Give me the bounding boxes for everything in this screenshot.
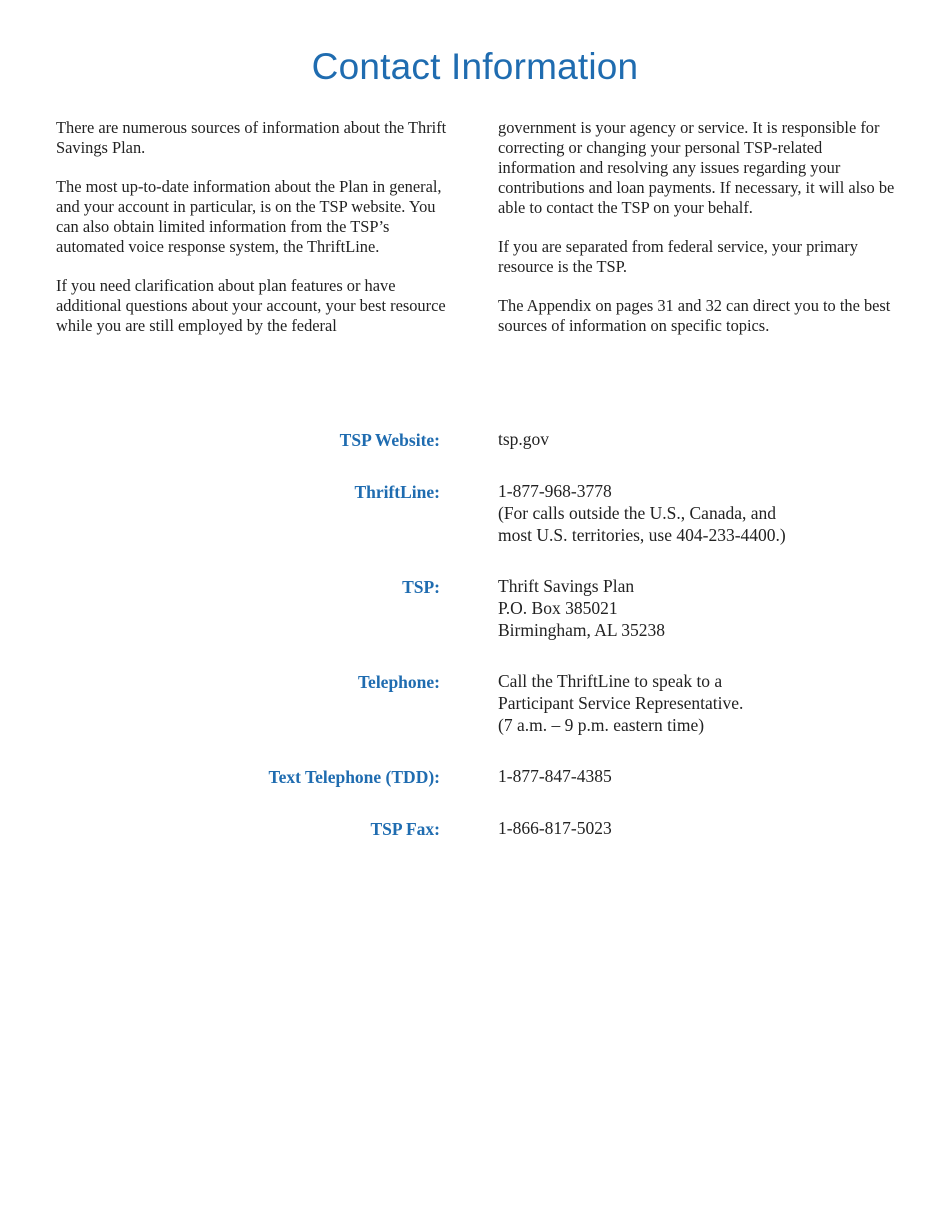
contact-line: Participant Service Representative. <box>498 693 744 713</box>
intro-paragraph: If you need clarification about plan features or have additional questions about your account, your best resource while you are still employed by the federal <box>56 276 446 335</box>
contact-line: most U.S. territories, use 404-233-4400.) <box>498 525 786 545</box>
contact-line: (For calls outside the U.S., Canada, and <box>498 503 777 523</box>
intro-left-column <box>56 118 448 355</box>
contact-value <box>498 575 665 641</box>
contact-line: 1-877-968-3778 <box>498 481 612 501</box>
contact-line: Thrift Savings Plan <box>498 576 635 596</box>
contact-label: TSP Fax: <box>370 819 440 839</box>
intro-paragraph: The most up-to-date information about the Plan in general, and your account in particular, is on the TSP website. You can also obtain limited information from the TSP’s automated voice response system, the ThriftLine. <box>56 177 442 256</box>
contact-value <box>498 428 549 450</box>
contact-line: P.O. Box 385021 <box>498 598 618 618</box>
contact-line: (7 a.m. – 9 p.m. eastern time) <box>498 715 705 735</box>
contact-line: Call the ThriftLine to speak to a <box>498 671 723 691</box>
contact-label: TSP: <box>402 577 440 597</box>
contact-label: TSP Website: <box>339 430 440 450</box>
contact-row-website <box>0 428 950 451</box>
contact-line: 1-866-817-5023 <box>498 818 612 838</box>
contact-value <box>498 480 786 546</box>
intro-paragraph: The Appendix on pages 31 and 32 can direct you to the best sources of information on specific topics. <box>498 296 891 335</box>
intro-paragraph: If you are separated from federal service, your primary resource is the TSP. <box>498 237 858 276</box>
contact-value <box>498 670 743 736</box>
contact-label: Telephone: <box>357 672 440 692</box>
contact-label: Text Telephone (TDD): <box>268 767 440 787</box>
contact-line: 1-877-847-4385 <box>498 766 612 786</box>
contact-row-thriftline <box>0 480 950 546</box>
contact-row-tsp-address <box>0 575 950 641</box>
contact-list <box>0 428 950 869</box>
intro-right-column <box>498 118 898 355</box>
contact-row-tdd <box>0 765 950 788</box>
contact-row-telephone <box>0 670 950 736</box>
website-link[interactable]: tsp.gov <box>498 429 550 449</box>
page-title: Contact Information <box>311 46 639 87</box>
contact-row-fax <box>0 817 950 840</box>
intro-paragraph: government is your agency or service. It is responsible for correcting or changing your personal TSP-related information and resolving any issues regarding your contributions and loan payments. If necessary, it will also be able to contact the TSP on your behalf. <box>498 118 895 217</box>
intro-paragraph: There are numerous sources of information about the Thrift Savings Plan. <box>56 118 447 157</box>
contact-label: ThriftLine: <box>354 482 440 502</box>
contact-value <box>498 817 612 839</box>
contact-value <box>498 765 612 787</box>
contact-line: Birmingham, AL 35238 <box>498 620 666 640</box>
